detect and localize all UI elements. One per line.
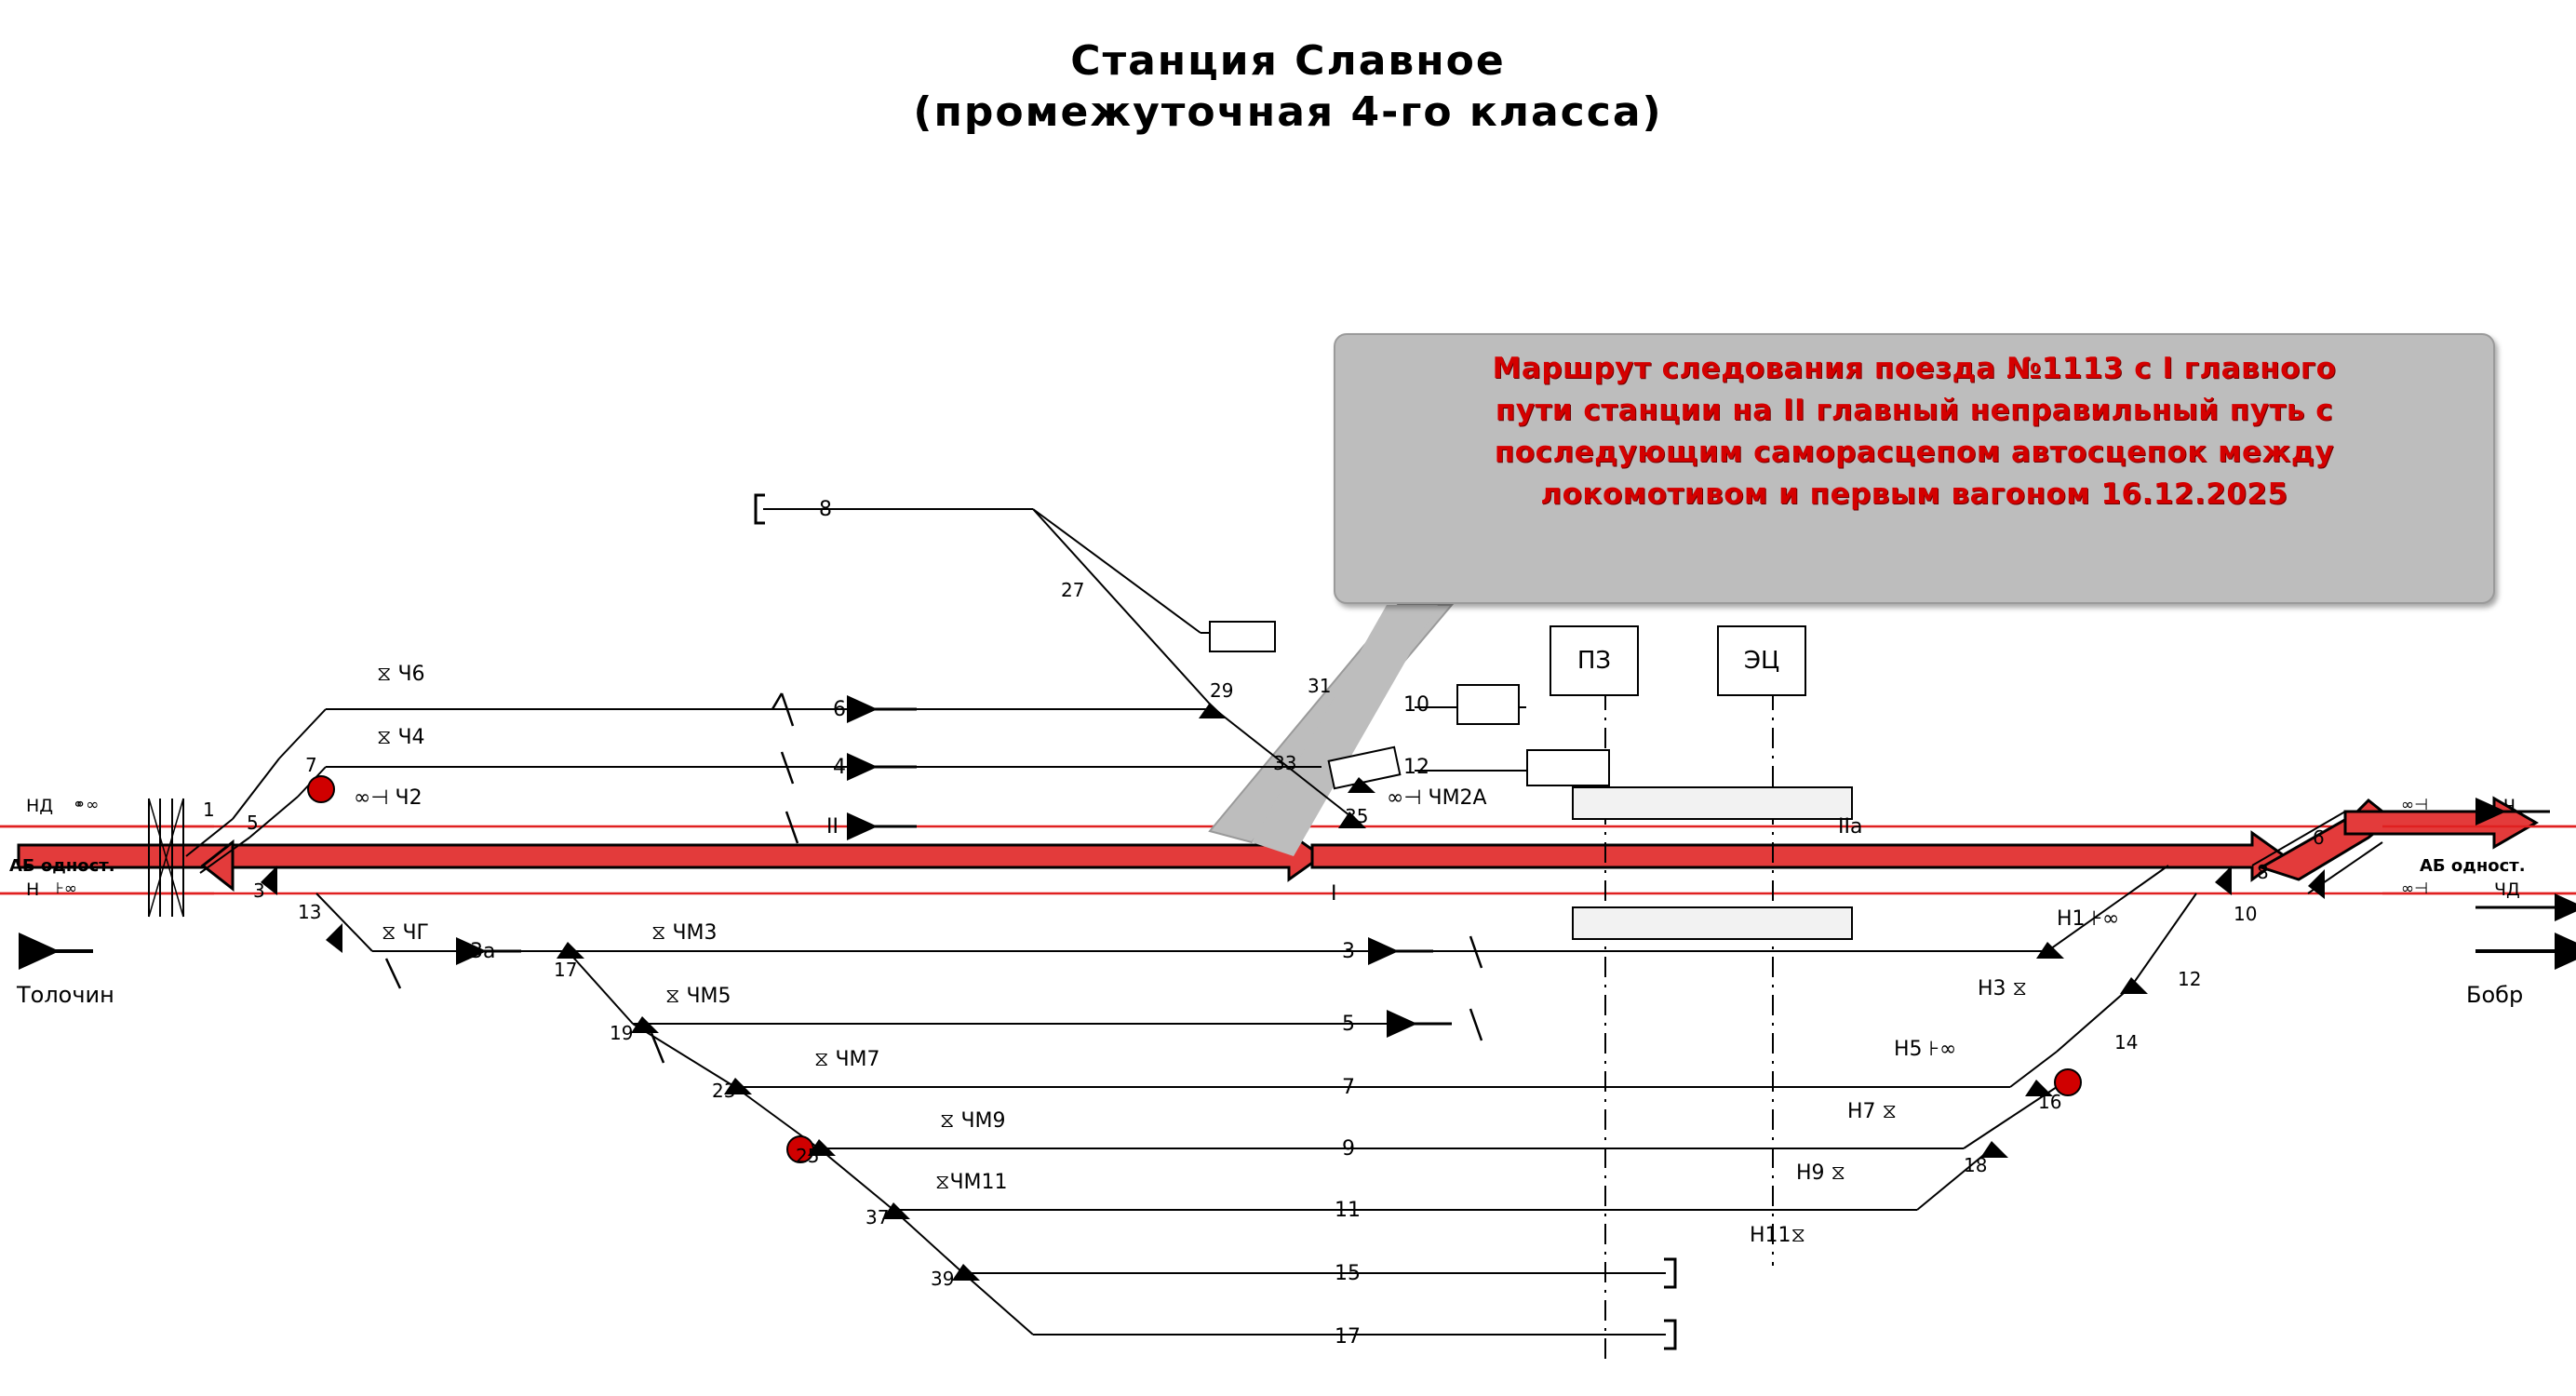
switch-number-18: 18 <box>1964 1154 1988 1176</box>
marker-box-12 <box>1526 749 1610 786</box>
track-label-3: 3 <box>1342 940 1355 963</box>
switch-number-35: 35 <box>1345 805 1369 827</box>
callout-text <box>1335 348 2493 516</box>
signal-label-nd: НД <box>26 796 54 816</box>
signal-label-n: Н <box>26 879 40 900</box>
track-label-4: 4 <box>833 756 846 779</box>
switch-number-6: 6 <box>2313 826 2325 849</box>
left-block-label: АБ одност. <box>9 856 115 876</box>
switch-number-12: 12 <box>2178 968 2202 990</box>
signal-n9: Н9 ⧖ <box>1796 1161 1845 1185</box>
marker-box-10 <box>1456 684 1520 725</box>
callout-box <box>1334 333 2495 604</box>
switch-number-19: 19 <box>610 1022 634 1044</box>
signal-label-chd: ЧД <box>2494 879 2520 900</box>
signal-icon-chd: ∞⊣ <box>2401 879 2428 898</box>
callout-line-3: последующим саморасцепом автосцепок между <box>1494 435 2335 469</box>
signal-n3: Н3 ⧖ <box>1978 977 2027 1000</box>
track-label-17: 17 <box>1335 1325 1361 1349</box>
building-ec: ЭЦ <box>1717 625 1806 696</box>
right-direction-label: Бобр <box>2466 982 2524 1008</box>
switch-number-13: 13 <box>298 901 322 923</box>
signal-ch4: ⧖ Ч4 <box>377 726 425 749</box>
switch-number-39: 39 <box>931 1268 955 1290</box>
left-direction-label: Толочин <box>17 982 114 1008</box>
signal-chm3: ⧖ ЧМ3 <box>651 921 718 945</box>
switch-number-7: 7 <box>305 754 317 776</box>
switch-number-31: 31 <box>1308 675 1332 697</box>
signal-chg: ⧖ ЧГ <box>382 921 429 945</box>
signal-n11: Н11⧖ <box>1750 1224 1805 1247</box>
track-label-IIa: IIа <box>1838 815 1863 839</box>
signal-chm9: ⧖ ЧМ9 <box>940 1109 1006 1133</box>
switch-number-27: 27 <box>1061 579 1085 601</box>
building-pz: ПЗ <box>1550 625 1639 696</box>
track-label-7: 7 <box>1342 1076 1355 1099</box>
track-label-I: I <box>1331 882 1337 906</box>
title-line-2: (промежуточная 4-го класса) <box>913 88 1663 136</box>
track-label-9: 9 <box>1342 1137 1355 1161</box>
signal-ch6: ⧖ Ч6 <box>377 663 425 686</box>
switch-number-25: 25 <box>796 1145 820 1167</box>
switch-number-29: 29 <box>1210 679 1234 702</box>
signal-icon-n: ⊦∞ <box>56 879 78 898</box>
track-label-5: 5 <box>1342 1013 1355 1036</box>
callout-line-4: локомотивом и первым вагоном 16.12.2025 <box>1540 477 2288 511</box>
switch-number-3: 3 <box>253 879 265 902</box>
track-label-3a: 3а <box>470 940 496 963</box>
switch-number-5: 5 <box>247 812 259 834</box>
switch-number-37: 37 <box>865 1206 890 1228</box>
signal-chm5: ⧖ ЧМ5 <box>665 985 731 1008</box>
signal-n1: Н1 ⊦∞ <box>2057 907 2120 931</box>
signal-ch2: ∞⊣ Ч2 <box>354 786 423 810</box>
switch-number-17: 17 <box>554 959 578 981</box>
signal-n5: Н5 ⊦∞ <box>1894 1038 1957 1061</box>
signal-icon-nd: ⚭∞ <box>73 796 100 814</box>
track-label-8: 8 <box>819 498 832 521</box>
track-label-6: 6 <box>833 698 846 721</box>
signal-chm7: ⧖ ЧМ7 <box>814 1048 880 1071</box>
signal-label-ch: Ч <box>2503 796 2516 816</box>
switch-number-23: 23 <box>712 1080 736 1102</box>
marker-label-10: 10 <box>1403 693 1429 717</box>
title-line-1: Станция Славное <box>1070 37 1506 85</box>
switch-number-8: 8 <box>2257 861 2269 883</box>
switch-number-14: 14 <box>2114 1031 2139 1054</box>
switch-number-10: 10 <box>2234 903 2258 925</box>
track-label-15: 15 <box>1335 1262 1361 1285</box>
switch-number-33: 33 <box>1273 752 1297 774</box>
right-block-label: АБ одност. <box>2420 856 2526 876</box>
signal-chm11: ⧖ЧМ11 <box>935 1171 1008 1194</box>
callout-line-2: пути станции на II главный неправильный путь с <box>1495 393 2334 427</box>
track-label-II: II <box>826 815 839 839</box>
signal-icon-ch: ∞⊣ <box>2401 796 2428 814</box>
callout-line-1: Маршрут следования поезда №1113 с I главного <box>1492 352 2337 385</box>
marker-label-12: 12 <box>1403 756 1429 779</box>
track-label-11: 11 <box>1335 1199 1361 1222</box>
signal-chm2a: ∞⊣ ЧМ2А <box>1387 786 1487 810</box>
switch-number-1: 1 <box>203 799 215 821</box>
signal-n7: Н7 ⧖ <box>1847 1100 1897 1123</box>
switch-number-16: 16 <box>2038 1091 2062 1113</box>
